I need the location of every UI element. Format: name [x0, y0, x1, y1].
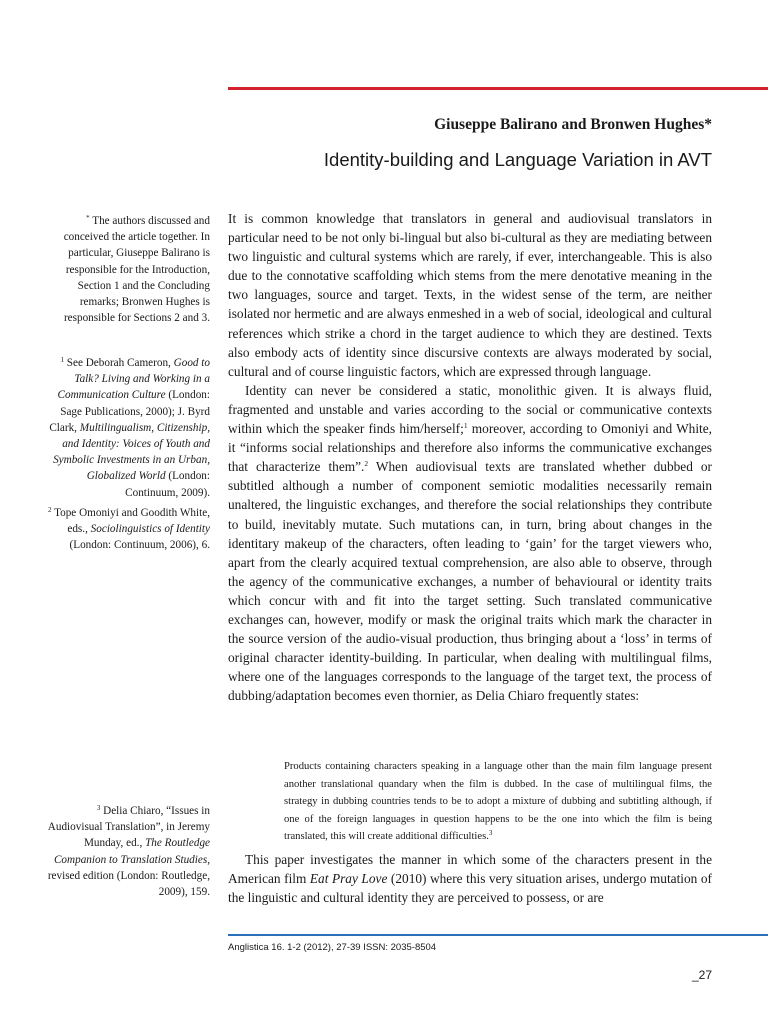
note-text: The authors discussed and conceived the article together. In particular, Giuseppe Balirano is responsible for the Introduction, Section 1 and the Concluding remarks; Bronwen Hughes is responsible for Sections 2 and 3. [63, 215, 210, 325]
header-rule [228, 87, 768, 90]
paragraph-3-text: (2010) where this very situation arises, undergo mutation of the linguistic and cultural identity they are perceived to possess, or are [228, 871, 712, 906]
paragraph-1: It is common knowledge that translators in general and audiovisual translators in particular need to be not only bi-lingual but also bi-cultural as they are mediating between two linguistic and cultural systems which are rarely, if ever, interchangeable. This is also due to the connotative scaffolding which stems from the mere denotative meaning in the two languages, source and target. Texts, in the widest sense of the term, are neither isolated nor hermetic and are always enmeshed in a web of social, ideological and cultural references which strike a chord in the target audience to which they are destined. Texts also embody acts of identity since discursive contexts are always moderated by social, cultural and of course linguistic factors, which are expressed through language. [228, 211, 712, 379]
quote-text: Products containing characters speaking in a language other than the main film language present another translational quandary when the film is dubbed. In the case of multilingual films, the strategy in dubbing countries tends to be to adopt a mixture of dubbing and subtitling although, if one of the foreign languages in question happens to be the one into which the film is being translated, this will create additional difficulties. [284, 761, 712, 842]
footnote-ref: 3 [488, 829, 493, 837]
paragraph-2 [228, 381, 712, 706]
page-number: _27 [691, 968, 712, 982]
paragraph-2-text: moreover, according to Omoniyi and White, it “informs social relationships and therefore also informs the communicative exchanges that characterize them”. [228, 421, 713, 475]
note-text: (London: Continuum, 2009). [125, 470, 210, 499]
note-marker: 1 [60, 356, 64, 364]
note-text: Tope Omoniyi and Goodith White, eds., [54, 507, 210, 536]
side-note-1 [40, 352, 210, 501]
side-note-3 [40, 800, 210, 900]
note-text: (London: Continuum, 2006), 6. [69, 539, 210, 552]
block-quote [284, 758, 712, 846]
paragraph-2-text: When audiovisual texts are translated whether dubbed or subtitled although a number of component semiotic modalities necessarily remain unaltered, the linguistic exchanges, and therefore the social relationships they contribute to build, inevitably mutate. Such mutations can, in turn, bring about changes in the identitary makeup of the characters, often leading to ‘gain’ for the target viewers who, apart from the clearly acquired textual comprehension, are also able to observe, through the agency of the communicative exchanges, a number of behavioural or identity traits which concur with and fit into the target setting. Such translated communicative exchanges can, however, modify or mask the original traits which mark the character in the source version of the audio-visual production, thus bringing about a ‘loss’ in terms of original character identity-building. In particular, when dealing with multilingual films, where one of the languages corresponds to the language of the target text, the process of dubbing/adaptation becomes even thornier, as Delia Chiaro frequently states: [228, 459, 713, 704]
note-marker: 3 [96, 804, 101, 812]
side-note-author [40, 210, 210, 326]
paragraph-2-text: Identity can never be considered a static, monolithic given. It is always fluid, fragmented and unstable and varies according to the social or communicative contexts within which the speaker finds him/herself; [228, 382, 712, 437]
note-text: See Deborah Cameron, [66, 357, 174, 369]
note-text: , revised edition (London: Routledge, 2009), 159. [47, 853, 210, 899]
note-book-title: Sociolinguistics of Identity [90, 523, 210, 536]
article-authors: Giuseppe Balirano and Bronwen Hughes* [434, 116, 712, 133]
note-text: Delia Chiaro, “Issues in Audiovisual Translation”, in Jeremy Munday, ed., [47, 805, 210, 850]
note-marker: * [86, 214, 90, 222]
journal-citation: Anglistica 16. 1-2 (2012), 27-39 ISSN: 2035-8504 [228, 942, 437, 953]
note-text: (London: Sage Publications, 2000); J. Byrd Clark, [49, 389, 210, 434]
body-text-continued [228, 850, 712, 907]
note-book-title: Good to Talk? Living and Working in a Communication Culture [57, 357, 210, 402]
footer-rule [228, 934, 768, 936]
footnote-ref: 2 [364, 459, 369, 469]
note-book-title: Multilingualism, Citizenship, and Identity: Voices of Youth and Symbolic Investments in an Urban, Globalized World [53, 421, 210, 483]
note-book-title: The Routledge Companion to Translation Studies [53, 837, 210, 866]
film-title: Eat Pray Love [309, 871, 388, 887]
body-text [228, 209, 712, 705]
footnote-ref: 1 [463, 421, 468, 431]
side-note-2 [40, 502, 210, 554]
paragraph-3-text: This paper investigates the manner in which some of the characters present in the American film [228, 852, 712, 887]
paragraph-3 [228, 850, 712, 907]
article-title: Identity-building and Language Variation in AVT [323, 149, 712, 170]
note-marker: 2 [47, 506, 52, 514]
